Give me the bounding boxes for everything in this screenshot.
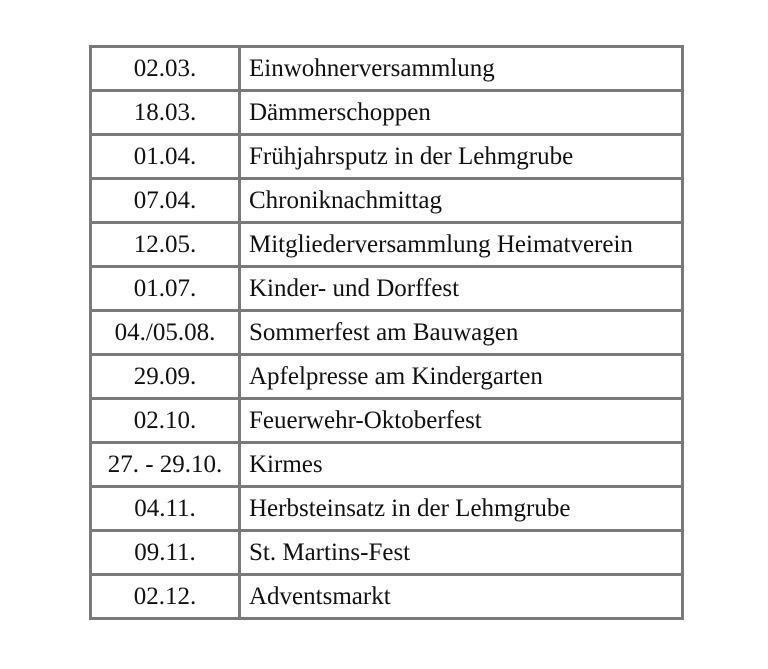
table-row [91, 443, 683, 487]
event-date: 02.10. [91, 399, 240, 443]
event-name: Kinder- und Dorffest [240, 267, 683, 311]
event-name: Chroniknachmittag [240, 179, 683, 223]
table-row [91, 47, 683, 91]
event-name: Dämmerschoppen [240, 91, 683, 135]
event-date: 07.04. [91, 179, 240, 223]
table-row [91, 179, 683, 223]
event-date: 09.11. [91, 531, 240, 575]
events-table-body [91, 47, 683, 619]
table-row [91, 531, 683, 575]
event-name: St. Martins-Fest [240, 531, 683, 575]
event-name: Sommerfest am Bauwagen [240, 311, 683, 355]
event-name: Apfelpresse am Kindergarten [240, 355, 683, 399]
event-name: Herbsteinsatz in der Lehmgrube [240, 487, 683, 531]
event-date: 04.11. [91, 487, 240, 531]
table-row [91, 91, 683, 135]
table-row [91, 575, 683, 619]
event-name: Adventsmarkt [240, 575, 683, 619]
event-date: 12.05. [91, 223, 240, 267]
table-row [91, 487, 683, 531]
event-date: 04./05.08. [91, 311, 240, 355]
event-date: 02.12. [91, 575, 240, 619]
event-date: 29.09. [91, 355, 240, 399]
event-name: Kirmes [240, 443, 683, 487]
event-date: 01.04. [91, 135, 240, 179]
events-table [89, 45, 684, 620]
event-date: 27. - 29.10. [91, 443, 240, 487]
event-date: 02.03. [91, 47, 240, 91]
event-name: Einwohnerversammlung [240, 47, 683, 91]
event-name: Feuerwehr-Oktoberfest [240, 399, 683, 443]
table-row [91, 223, 683, 267]
event-date: 01.07. [91, 267, 240, 311]
table-row [91, 135, 683, 179]
event-name: Frühjahrsputz in der Lehmgrube [240, 135, 683, 179]
table-row [91, 311, 683, 355]
event-date: 18.03. [91, 91, 240, 135]
table-row [91, 355, 683, 399]
event-name: Mitgliederversammlung Heimatverein [240, 223, 683, 267]
table-row [91, 399, 683, 443]
table-row [91, 267, 683, 311]
